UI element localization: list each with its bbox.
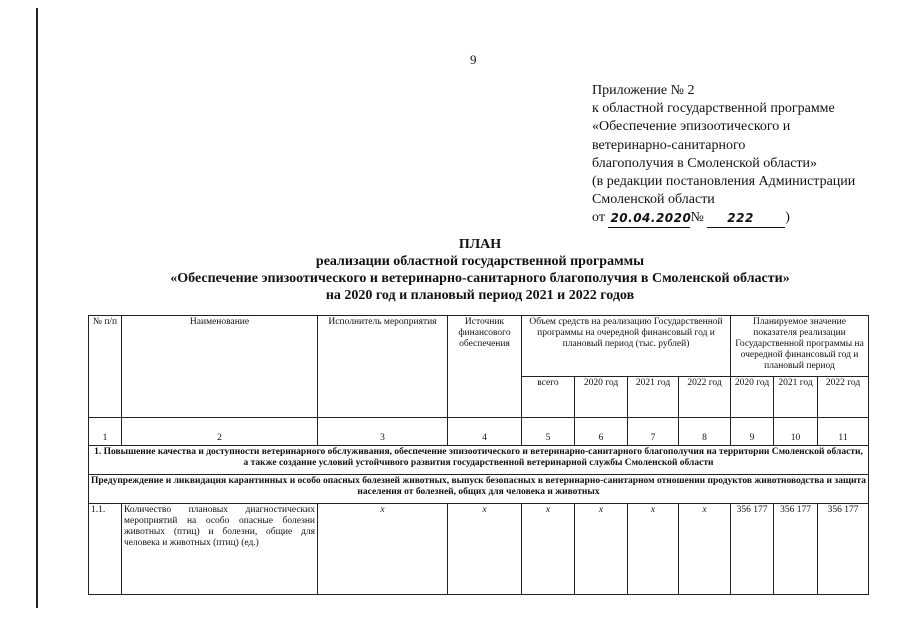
appendix-line: Смоленской области	[592, 192, 715, 208]
header-executor: Исполнитель мероприятия	[318, 316, 448, 418]
header-plan-2022: 2022 год	[818, 377, 869, 418]
col-number: 8	[679, 418, 731, 446]
header-name: Наименование	[122, 316, 318, 418]
col-number: 9	[731, 418, 774, 446]
table-row	[89, 504, 869, 595]
col-number: 5	[522, 418, 575, 446]
plan-title	[130, 236, 830, 304]
handwritten-number: 222	[727, 211, 754, 226]
subsection-heading: Предупреждение и ликвидация карантинных и особо опасных болезней животных, выпуск безопасных в ветеринарно-санитарном отношении продуктов животноводства и защита населения от болезней, общих для человека и животных	[89, 475, 869, 504]
title-line: на 2020 год и плановый период 2021 и 2022 годов	[325, 288, 635, 303]
appendix-line: Приложение № 2	[592, 83, 695, 98]
number-field	[707, 212, 785, 228]
row-2022: х	[679, 504, 731, 595]
header-source: Источник финансового обеспечения	[448, 316, 522, 418]
header-total: всего	[522, 377, 575, 418]
plan-table	[88, 315, 869, 595]
appendix-line: благополучия в Смоленской области»	[592, 155, 818, 171]
left-margin-line	[36, 8, 38, 608]
col-number: 10	[774, 418, 818, 446]
col-number: 6	[575, 418, 628, 446]
col-number: 4	[448, 418, 522, 446]
appendix-line: к областной государственной программе	[592, 101, 835, 117]
row-name: Количество плановых диагностических мероприятий на особо опасные болезни животных (птиц) и болезни, общие для человека и животных (птиц) (ед.)	[122, 504, 318, 595]
col-number: 7	[628, 418, 679, 446]
row-2021: х	[628, 504, 679, 595]
col-number: 1	[89, 418, 122, 446]
appendix-block	[592, 82, 892, 228]
header-plan-2021: 2021 год	[774, 377, 818, 418]
header-2021: 2021 год	[628, 377, 679, 418]
number-label: №	[690, 210, 704, 226]
date-field	[608, 212, 690, 228]
from-label: от	[592, 210, 605, 226]
row-source: х	[448, 504, 522, 595]
section-heading: 1. Повышение качества и доступности ветеринарного обслуживания, обеспечение эпизоотического и ветеринарно-санитарного благополучия на территории Смоленской области, а также создание условий устойчивого развития государственной ветеринарной службы Смоленской области	[89, 446, 869, 475]
header-plan-2020: 2020 год	[731, 377, 774, 418]
row-2020: х	[575, 504, 628, 595]
title-line: «Обеспечение эпизоотического и ветеринарно-санитарного благополучия в Смоленской области»	[170, 271, 790, 286]
title-line: ПЛАН	[458, 237, 502, 252]
row-plan-2020: 356 177	[731, 504, 774, 595]
appendix-line: ветеринарно-санитарного	[592, 137, 746, 153]
header-num: № п/п	[89, 316, 122, 418]
handwritten-date: 20.04.2020	[610, 211, 692, 226]
row-total: х	[522, 504, 575, 595]
page-number: 9	[470, 52, 477, 67]
row-num: 1.1.	[89, 504, 122, 595]
col-number: 2	[122, 418, 318, 446]
close-paren: )	[785, 210, 790, 226]
header-2022: 2022 год	[679, 377, 731, 418]
appendix-line: «Обеспечение эпизоотического и	[592, 119, 791, 135]
appendix-line: (в редакции постановления Администрации	[592, 174, 856, 190]
header-2020: 2020 год	[575, 377, 628, 418]
appendix-date-line	[592, 209, 892, 227]
row-plan-2022: 356 177	[818, 504, 869, 595]
title-line: реализации областной государственной программы	[315, 254, 645, 269]
col-number: 3	[318, 418, 448, 446]
header-planned: Планируемое значение показателя реализации Государственной программы на очередной финансовый год и плановый период	[731, 316, 869, 377]
header-funds: Объем средств на реализацию Государственной программы на очередной финансовый год и плановый период (тыс. рублей)	[522, 316, 731, 377]
col-number: 11	[818, 418, 869, 446]
row-plan-2021: 356 177	[774, 504, 818, 595]
row-executor: х	[318, 504, 448, 595]
